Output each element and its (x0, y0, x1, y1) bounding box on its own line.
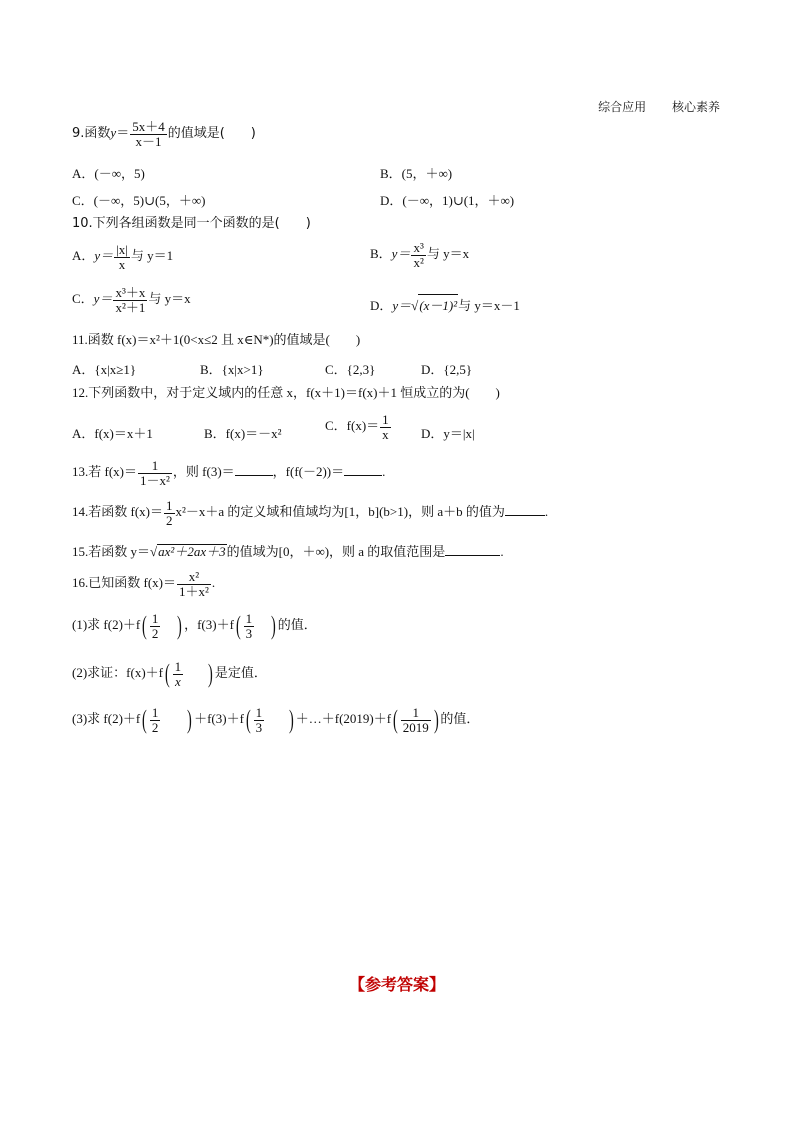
answer-section-title: 【参考答案】 (348, 975, 445, 994)
q16-p1-paren-l: ( (142, 611, 147, 641)
tag-core-literacy: 核心素养 (671, 100, 720, 114)
q10-b-yeq: y＝ (391, 246, 411, 262)
q10-c-den: x²＋1 (115, 299, 146, 315)
q10-option-c (72, 286, 191, 314)
q11-option-b: B．{x|x>1} (200, 362, 264, 377)
q10-option-a (72, 243, 173, 271)
q15-sqrt-sign: √ (150, 544, 158, 559)
q10-c-fraction (113, 286, 147, 314)
q12-c-den: x (382, 426, 389, 442)
q16-part-1 (72, 612, 317, 640)
q15-mid: 的值域为[0，＋∞)，则 a 的取值范围是 (226, 544, 446, 559)
q14-prefix: 14.若函数 f(x)＝ (72, 504, 163, 520)
q16-p1-half-den: 2 (151, 625, 159, 641)
question-15 (72, 543, 504, 558)
q16-p3-a: (3)求 f(2)＋f (72, 711, 141, 727)
q12-option-d: D．y＝|x| (421, 426, 475, 441)
q16-p3-2019 (401, 706, 431, 734)
q12-c-label: C．f(x)＝ (325, 418, 380, 434)
q10-option-b (370, 241, 469, 269)
q16-p3-paren-r3: ) (433, 705, 439, 735)
q16-p2-b: 是定值． (214, 665, 267, 681)
q11-option-a: A．{x|x≥1} (72, 362, 137, 377)
q16-p1-paren-r: ) (177, 611, 183, 641)
q16-p1-half (150, 612, 161, 640)
q16-p3-2019-num: 1 (401, 706, 431, 721)
q13-prefix: 13.若 f(x)＝ (72, 464, 137, 480)
q14-end: . (544, 504, 549, 520)
q12-option-c (325, 413, 392, 441)
q10-b-den: x² (413, 254, 424, 270)
q16-p3-half-den: 2 (151, 719, 159, 735)
q9-y: y (110, 125, 117, 141)
q10-a-label: A． (72, 248, 95, 264)
q16-p2-frac (173, 660, 184, 688)
q10-b-label: B． (370, 246, 392, 262)
q13-den: 1－x² (140, 472, 170, 488)
q10-c-tail: 与 y＝x (148, 291, 191, 307)
q16-p1-third (244, 612, 255, 640)
q16-num: x² (177, 570, 211, 585)
q15-radicand: ax²＋2ax＋3 (158, 544, 226, 559)
q10-d-tail: 与 y＝x－1 (458, 298, 520, 313)
question-13 (72, 459, 385, 487)
q16-p3-c: ＋…＋f(2019)＋f (295, 711, 392, 727)
q14-num: 1 (166, 498, 173, 513)
q16-p1-third-den: 3 (245, 625, 253, 641)
q9-option-d: D．(－∞，1)∪(1，＋∞) (380, 193, 515, 208)
q11-option-d: D．{2,5} (421, 362, 473, 377)
q16-p2-paren-r: ) (208, 659, 213, 689)
q12-option-b: B．f(x)＝－x² (204, 426, 282, 441)
q10-d-yeq: y＝ (392, 298, 412, 313)
q16-den: 1＋x² (179, 583, 209, 599)
q14-mid: x²－x＋a 的定义域和值域均为[1，b](b>1)，则 a＋b 的值为 (175, 504, 505, 520)
q11-stem: 11.函数 f(x)＝x²＋1(0<x≤2 且 x∈N*)的值域是( ) (72, 332, 361, 347)
q9-denominator: x－1 (135, 133, 162, 149)
question-16 (72, 570, 215, 598)
q10-b-fraction (411, 241, 425, 269)
q16-prefix: 16.已知函数 f(x)＝ (72, 575, 176, 591)
q10-b-tail: 与 y＝x (426, 246, 470, 262)
q16-part-3 (72, 706, 479, 734)
q14-fraction (164, 499, 175, 527)
question-14 (72, 499, 548, 527)
q9-numerator: 5x＋4 (132, 119, 165, 134)
q10-option-d (370, 294, 520, 314)
q10-c-yeq: y＝ (93, 291, 113, 307)
q9-suffix: 的值域是( ) (167, 126, 256, 142)
tag-comprehensive: 综合应用 (598, 100, 647, 114)
q16-p1-half-num: 1 (151, 611, 159, 626)
q10-a-den: x (118, 256, 126, 272)
q12-c-num: 1 (382, 412, 389, 427)
q10-d-radicand: (x－1)² (418, 294, 458, 314)
q9-option-a: A．(－∞，5) (72, 166, 145, 181)
q14-den: 2 (166, 512, 173, 528)
q10-d-label: D． (370, 298, 393, 313)
q9-fraction (130, 120, 167, 148)
q12-c-fraction (380, 413, 391, 441)
q13-blank-2[interactable] (344, 463, 382, 476)
q16-p3-2019-den: 2019 (402, 719, 429, 735)
q15-blank[interactable] (445, 543, 500, 556)
q16-fraction (177, 570, 211, 598)
q14-blank[interactable] (505, 503, 545, 516)
q16-p1-paren-r2: ) (271, 611, 276, 641)
q10-a-yeq: y＝ (94, 248, 114, 264)
q16-p3-third (254, 706, 265, 734)
q13-fraction (138, 459, 172, 487)
q13-num: 1 (138, 459, 172, 474)
section-tags (576, 98, 720, 115)
q16-p1-paren-l2: ( (235, 611, 241, 641)
q9-prefix: 9.函数 (72, 126, 111, 142)
q16-p3-paren-r: ) (187, 705, 193, 735)
q10-d-sqrt-sign: √ (411, 298, 419, 313)
q16-p3-d: 的值． (440, 711, 480, 727)
q16-p3-paren-l3: ( (393, 705, 398, 735)
q10-stem: 10.下列各组函数是同一个函数的是( ) (72, 216, 311, 231)
q16-p3-half-num: 1 (151, 705, 159, 720)
q16-p3-paren-l2: ( (245, 705, 251, 735)
q10-a-num: |x| (116, 242, 128, 257)
q10-a-fraction (114, 243, 130, 271)
q13-end: . (382, 464, 386, 480)
q10-c-num: x³＋x (115, 285, 146, 300)
q16-part-2 (72, 660, 267, 688)
q13-mid2: ，f(f(－2))＝ (272, 464, 345, 480)
q13-blank-1[interactable] (235, 463, 273, 476)
q15-end: . (500, 544, 504, 559)
q16-p3-paren-r2: ) (289, 705, 294, 735)
q16-p3-paren-l: ( (142, 705, 147, 735)
q16-p3-b: ＋f(3)＋f (194, 711, 244, 727)
q16-p1-third-num: 1 (245, 611, 253, 626)
q10-b-num: x³ (413, 240, 424, 255)
q16-p1-b: ，f(3)＋f (184, 617, 234, 633)
q10-c-label: C． (72, 291, 94, 307)
q16-p3-half (150, 706, 161, 734)
q12-stem: 12.下列函数中，对于定义域内的任意 x，f(x＋1)＝f(x)＋1 恒成立的为( ) (72, 385, 500, 400)
q16-p2-paren-l: ( (164, 659, 170, 689)
q11-option-c: C．{2,3} (325, 362, 376, 377)
q12-option-a: A．f(x)＝x＋1 (72, 426, 153, 441)
q16-p1-c: 的值． (277, 617, 317, 633)
q16-p2-num: 1 (174, 659, 182, 674)
q9-option-c: C．(－∞，5)∪(5，＋∞) (72, 193, 206, 208)
q16-p1-a: (1)求 f(2)＋f (72, 617, 141, 633)
q16-p2-den: x (175, 673, 181, 689)
q9-eq: ＝ (116, 125, 130, 141)
question-9 (72, 120, 256, 148)
q16-p2-a: (2)求证：f(x)＋f (72, 665, 163, 681)
q10-a-tail: 与 y＝1 (130, 248, 174, 264)
q16-p3-third-den: 3 (255, 719, 263, 735)
q16-end: . (211, 575, 216, 591)
q13-mid: ，则 f(3)＝ (172, 464, 235, 480)
q15-prefix: 15.若函数 y＝ (72, 544, 151, 559)
q16-p3-third-num: 1 (255, 705, 263, 720)
q9-option-b: B．(5，＋∞) (380, 166, 453, 181)
